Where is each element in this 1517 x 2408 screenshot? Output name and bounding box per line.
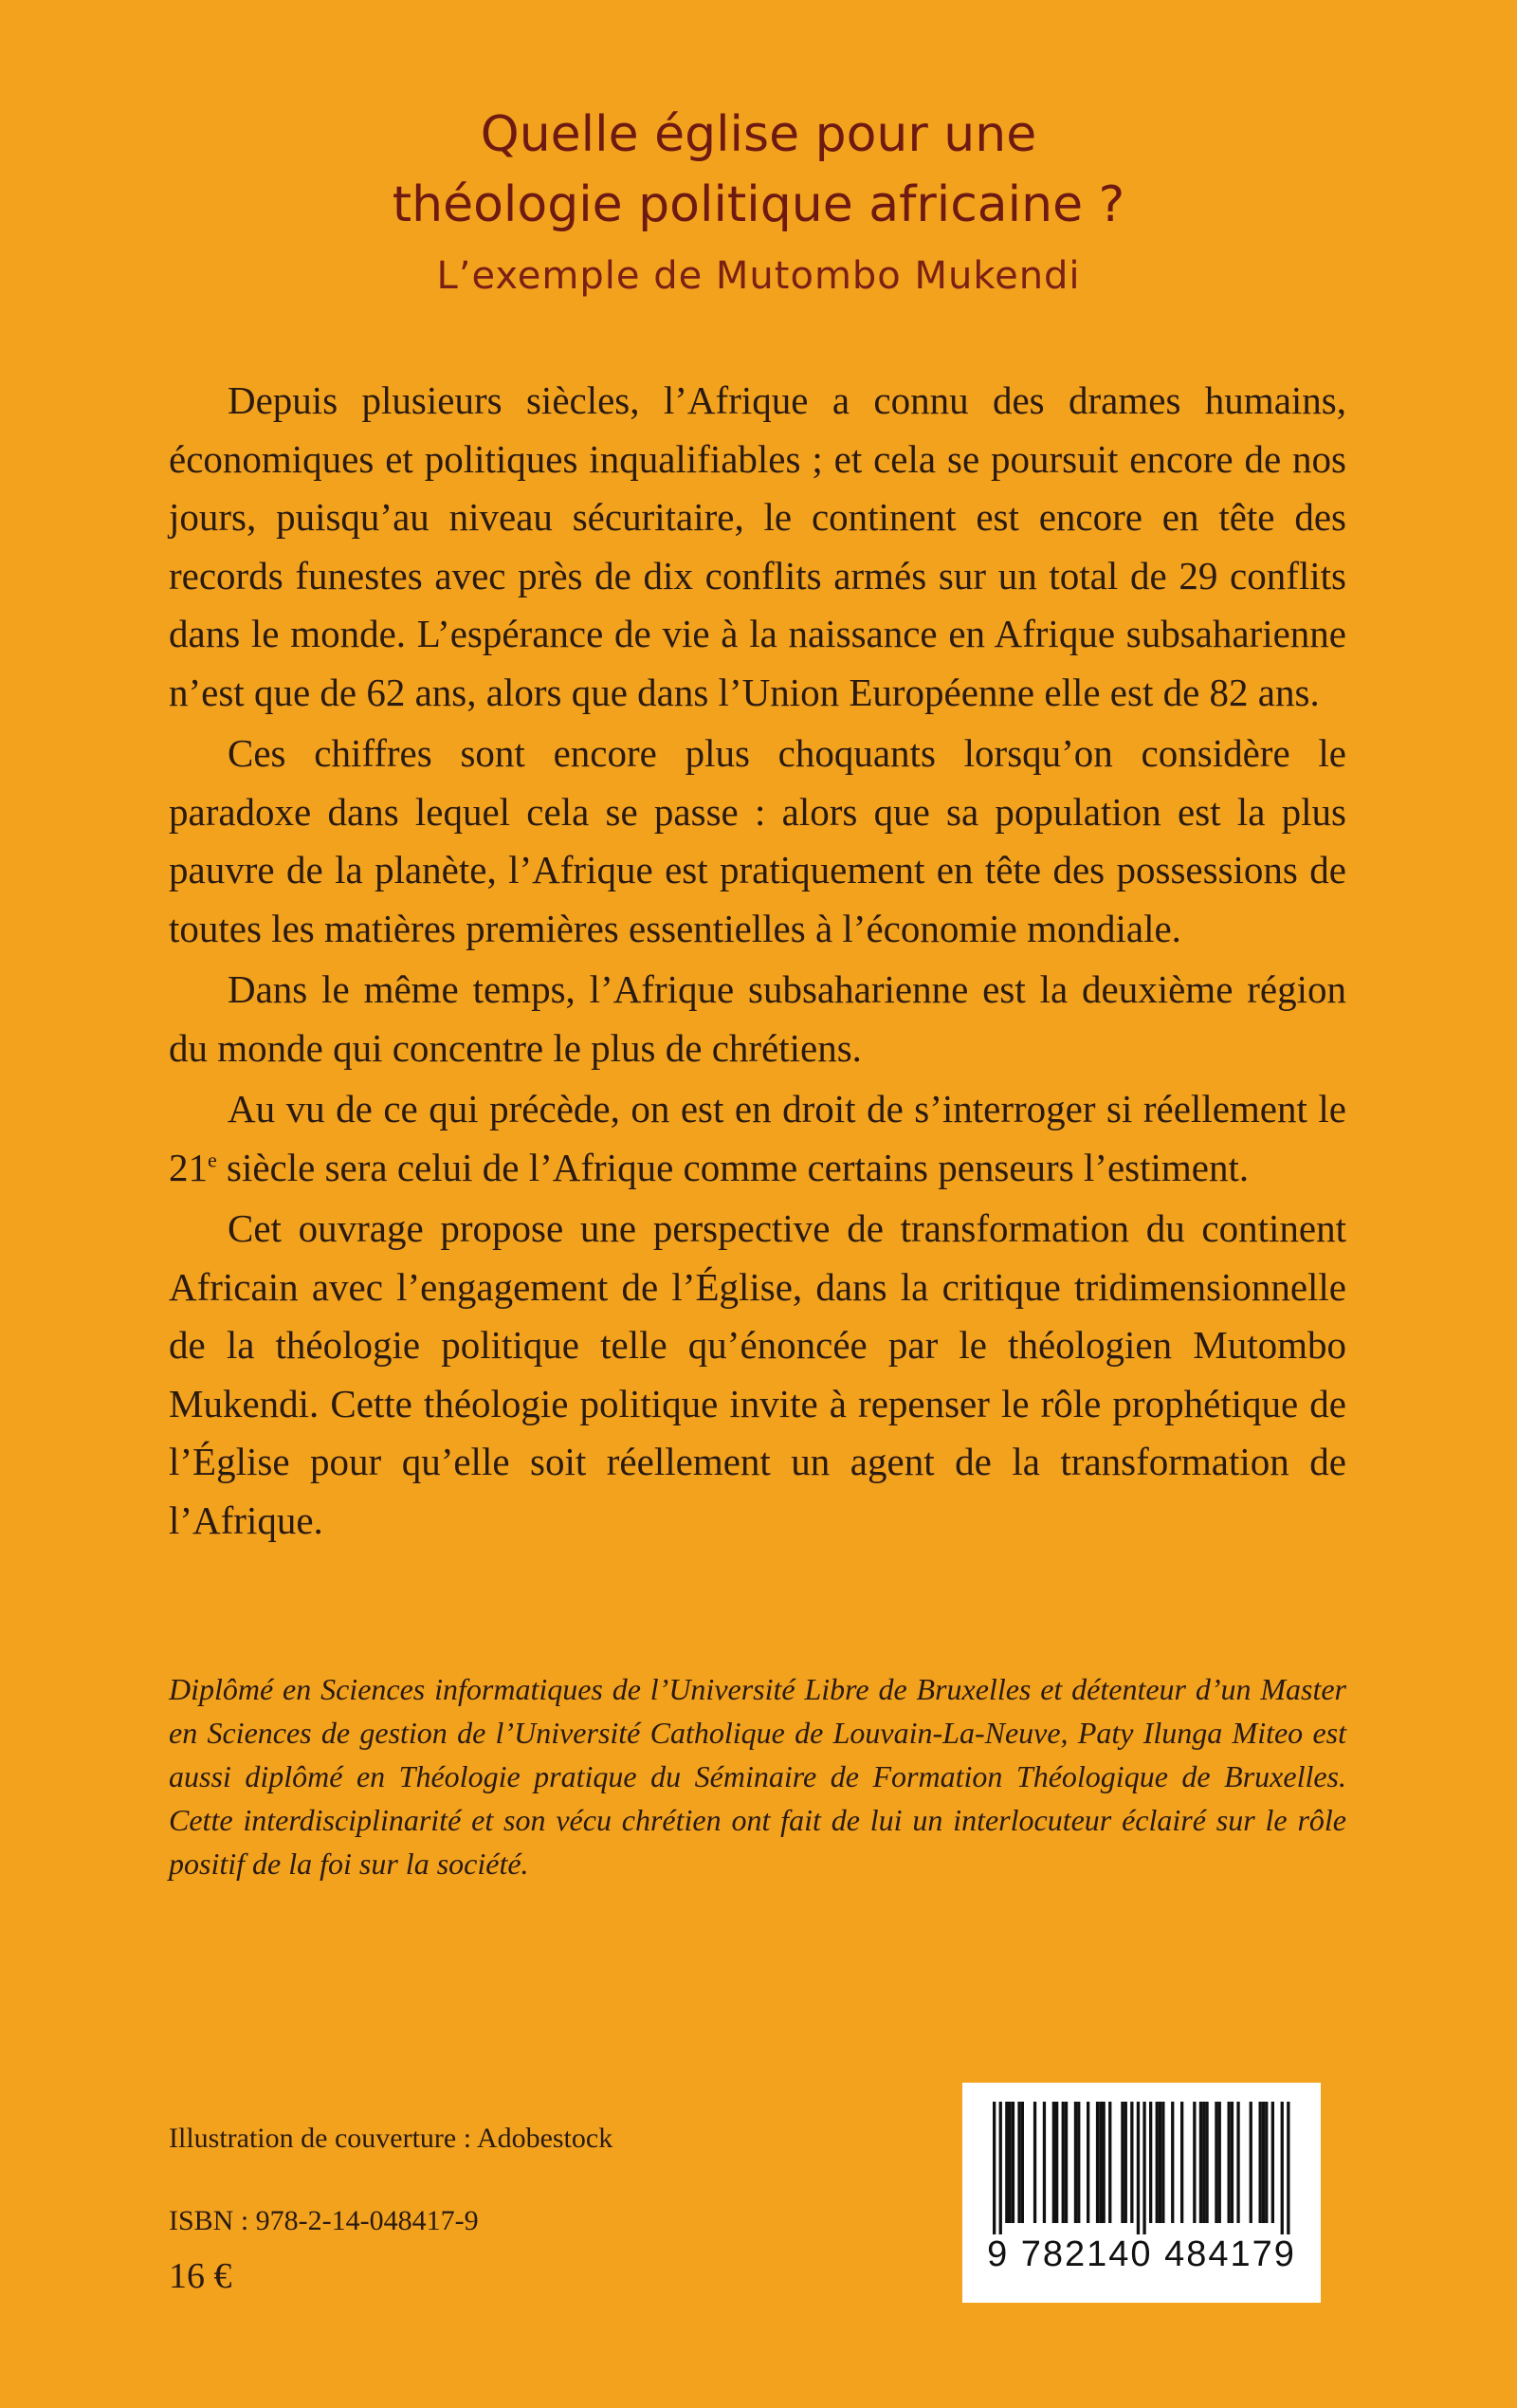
barcode-bar: [1250, 2102, 1252, 2223]
price: 16 €: [169, 2256, 232, 2296]
barcode-bar: [1062, 2102, 1065, 2223]
barcode-bar: [1137, 2102, 1140, 2234]
barcode-bar: [1124, 2102, 1127, 2223]
barcode-bar: [1065, 2102, 1068, 2223]
barcode-bar: [1159, 2102, 1161, 2223]
barcode-bar: [1021, 2102, 1024, 2223]
barcode-bar: [1017, 2102, 1020, 2223]
barcode-bar: [1193, 2102, 1196, 2223]
barcode-bar: [1033, 2102, 1036, 2223]
barcode: [962, 2083, 1321, 2303]
barcode-bar: [1156, 2102, 1159, 2223]
barcode-bar: [1043, 2102, 1046, 2223]
barcode-bar: [1265, 2102, 1268, 2223]
barcode-bar: [1142, 2102, 1145, 2234]
barcode-bar: [999, 2102, 1002, 2234]
barcode-bar: [1121, 2102, 1124, 2223]
barcode-bar: [1271, 2102, 1274, 2223]
barcode-bar: [1074, 2102, 1077, 2223]
barcode-bar: [1205, 2102, 1208, 2223]
barcode-bar: [1262, 2102, 1265, 2223]
barcode-bar: [1161, 2102, 1164, 2223]
blurb-paragraph-3: Dans le même temps, l’Afrique subsaharienne est la deuxième région du monde qui concentre le plus de chrétiens.: [169, 967, 1346, 1070]
barcode-bar: [1009, 2102, 1012, 2223]
blurb-paragraph-4-start: Au vu de ce qui précède, on est en droit de s’interroger si réellement le 21: [169, 1087, 1346, 1189]
barcode-bar: [1052, 2102, 1055, 2223]
book-title-line-1: Quelle église pour une: [480, 106, 1037, 163]
barcode-bar: [993, 2102, 996, 2234]
book-title-line-2: théologie politique africaine ?: [392, 176, 1125, 233]
barcode-bar: [1215, 2102, 1217, 2223]
barcode-bar: [1055, 2102, 1058, 2223]
blurb: [169, 372, 1346, 1553]
barcode-bar: [1171, 2102, 1174, 2223]
title-block: [0, 100, 1517, 304]
barcode-bar: [1180, 2102, 1183, 2223]
barcode-bar: [1099, 2102, 1102, 2223]
barcode-bar: [1096, 2102, 1099, 2223]
cover-illustration-credit: Illustration de couverture : Adobestock: [169, 2123, 613, 2154]
barcode-bar: [1077, 2102, 1080, 2223]
barcode-bar: [1218, 2102, 1221, 2223]
barcode-bar: [1236, 2102, 1239, 2223]
barcode-bar: [1087, 2102, 1089, 2223]
barcode-bar: [1202, 2102, 1205, 2223]
book-subtitle: L’exemple de Mutombo Mukendi: [436, 254, 1081, 298]
barcode-bar: [1199, 2102, 1202, 2223]
barcode-bar: [1287, 2102, 1289, 2234]
blurb-paragraph-2: Ces chiffres sont encore plus choquants lorsqu’on considère le paradoxe dans lequel cela se passe : alors que sa population est la plus pauvre de la planète, l’Afrique est pratiquement en tête des possessions de toutes les matières premières essentielles à l’économie mondiale.: [169, 731, 1346, 950]
barcode-bar: [1103, 2102, 1106, 2223]
barcode-bar: [1130, 2102, 1133, 2223]
barcode-bar: [1012, 2102, 1014, 2223]
barcode-bar: [1228, 2102, 1231, 2223]
barcode-bar: [1259, 2102, 1262, 2223]
blurb-paragraph-4-end: siècle sera celui de l’Afrique comme certains penseurs l’estiment.: [216, 1145, 1250, 1189]
isbn: ISBN : 978-2-14-048417-9: [169, 2205, 479, 2236]
blurb-paragraph-4: [169, 1080, 1346, 1197]
barcode-bar: [1005, 2102, 1008, 2223]
barcode-bar: [1231, 2102, 1234, 2223]
ordinal-superscript: e: [208, 1147, 217, 1171]
barcode-bar: [1108, 2102, 1111, 2223]
barcode-bar: [1149, 2102, 1152, 2223]
blurb-paragraph-5: Cet ouvrage propose une perspective de transformation du continent Africain avec l’engagement de l’Église, dans la critique tridimensionnelle de la théologie politique telle qu’énoncée par le théologien Mutombo Mukendi. Cette théologie politique invite à repenser le rôle prophétique de l’Église pour qu’elle soit réellement un agent de la transformation de l’Afrique.: [169, 1206, 1346, 1542]
barcode-bars: [979, 2102, 1304, 2234]
author-bio: Diplômé en Sciences informatiques de l’Université Libre de Bruxelles et détenteur d’un Master en Sciences de gestion de l’Université Catholique de Louvain-La-Neuve, Paty Ilunga Miteo est aussi diplômé en Théologie pratique du Séminaire de Formation Théologique de Bruxelles. Cette interdisciplinarité et son vécu chrétien ont fait de lui un interlocuteur éclairé sur le rôle positif de la foi sur la société.: [169, 1672, 1346, 1881]
barcode-bar: [1281, 2102, 1284, 2234]
blurb-paragraph-1: Depuis plusieurs siècles, l’Afrique a connu des drames humains, économiques et politiques inqualifiables ; et cela se poursuit encore de nos jours, puisqu’au niveau sécuritaire, le continent est encore en tête des records funestes avec près de dix conflits armés sur un total de 29 conflits dans le monde. L’espérance de vie à la naissance en Afrique subsaharienne n’est que de 62 ans, alors que dans l’Union Européenne elle est de 82 ans.: [169, 378, 1346, 714]
barcode-digits: 9 782140 484179: [987, 2234, 1296, 2274]
